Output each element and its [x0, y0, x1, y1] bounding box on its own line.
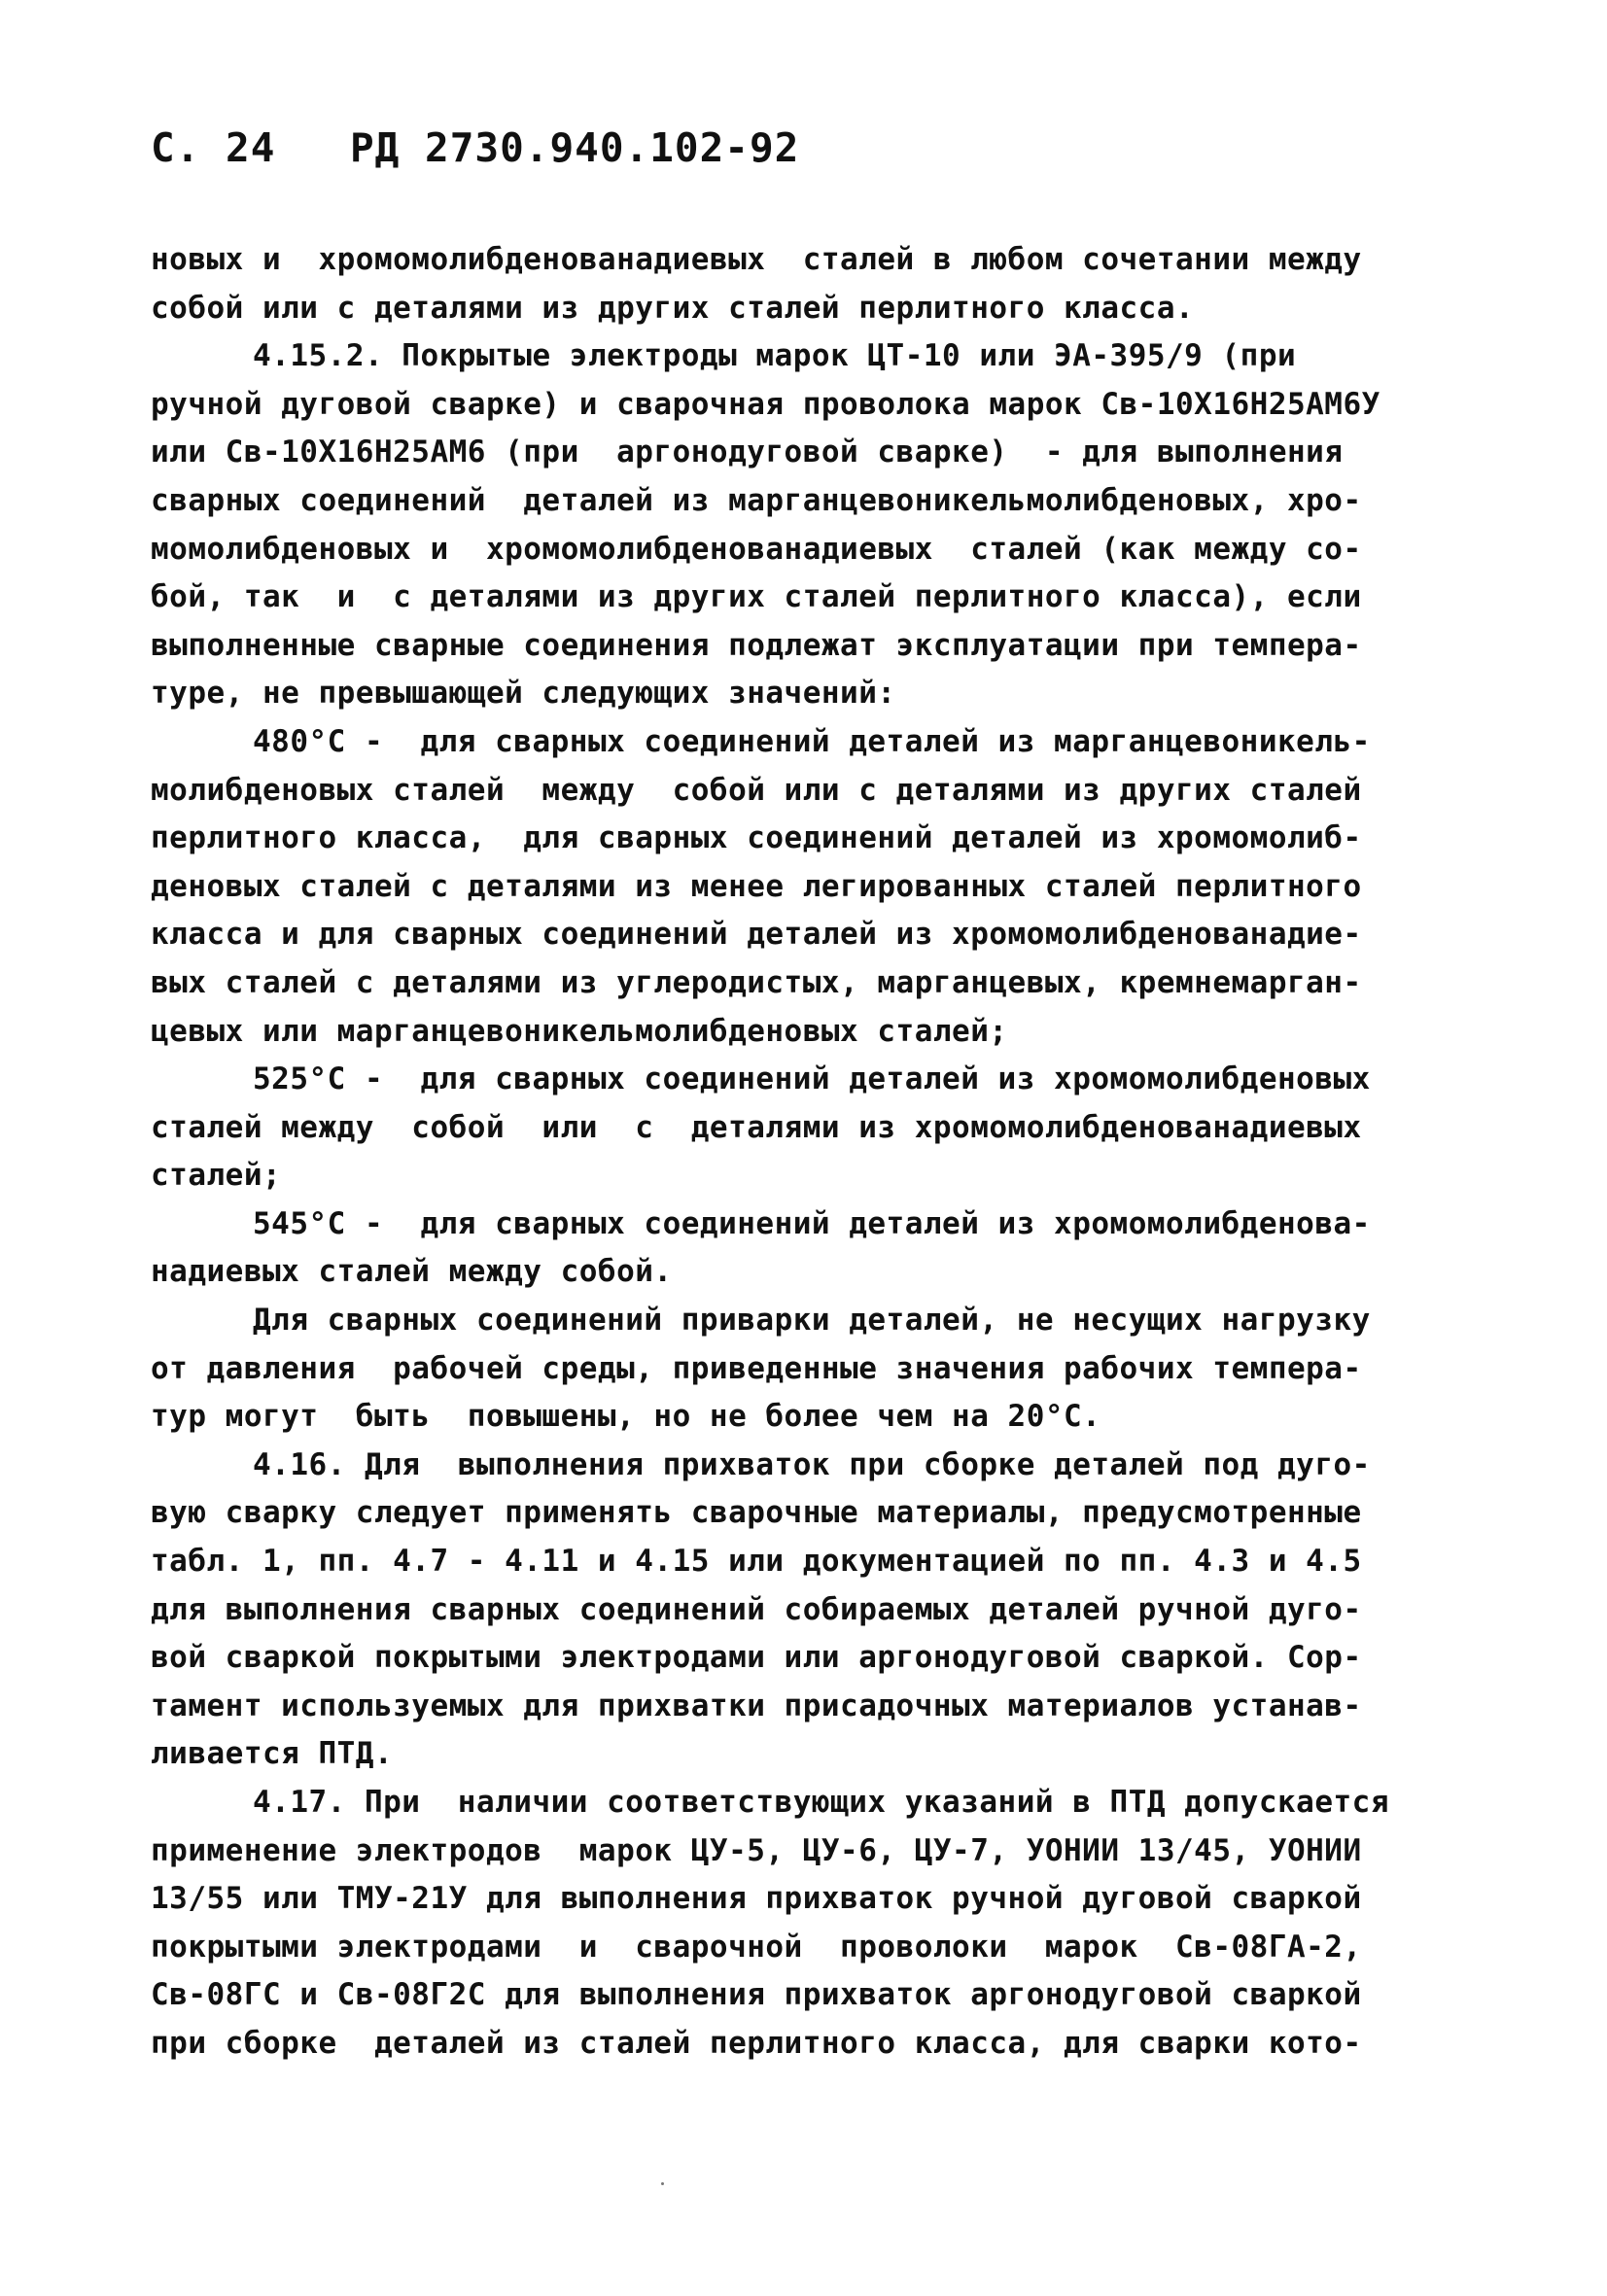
- text-line: молибденовых сталей между собой или с деталями из других сталей: [151, 772, 1362, 808]
- text-line: надиевых сталей между собой.: [151, 1254, 673, 1290]
- text-line: сталей между собой или с деталями из хромомолибденованадиевых: [151, 1109, 1362, 1145]
- text-line: 4.17. При наличии соответствующих указаний в ПТД допускается: [253, 1785, 1389, 1820]
- text-line: или Св-10Х16Н25АМ6 (при аргонодуговой сварке) - для выполнения: [151, 435, 1344, 470]
- text-line: тамент используемых для прихватки присадочных материалов устанав-: [151, 1687, 1362, 1723]
- text-line: табл. 1, пп. 4.7 - 4.11 и 4.15 или документацией по пп. 4.3 и 4.5: [151, 1544, 1362, 1580]
- text-line: выполненные сварные соединения подлежат эксплуатации при темпера-: [151, 627, 1362, 663]
- text-line: вую сварку следует применять сварочные материалы, предусмотренные: [151, 1495, 1362, 1531]
- text-line: для выполнения сварных соединений собираемых деталей ручной дуго-: [151, 1591, 1362, 1627]
- text-line: бой, так и с деталями из других сталей перлитного класса), если: [151, 579, 1362, 615]
- scan-speck: [661, 2182, 664, 2185]
- text-line: момолибденовых и хромомолибденованадиевых сталей (как между со-: [151, 531, 1362, 567]
- text-line: при сборке деталей из сталей перлитного класса, для сварки кото-: [151, 2025, 1362, 2061]
- text-line: 4.16. Для выполнения прихваток при сборке деталей под дуго-: [253, 1446, 1371, 1482]
- text-line: Для сварных соединений приварки деталей, не несущих нагрузку: [253, 1303, 1371, 1339]
- text-line: 4.15.2. Покрытые электроды марок ЦТ-10 или ЭА-395/9 (при: [253, 338, 1297, 374]
- text-line: Св-08ГС и Св-08Г2С для выполнения прихваток аргонодуговой сваркой: [151, 1977, 1362, 2013]
- text-line: 525°С - для сварных соединений деталей из хромомолибденовых: [253, 1061, 1371, 1097]
- document-code: РД 2730.940.102-92: [350, 124, 800, 171]
- text-line: тур могут быть повышены, но не более чем на 20°С.: [151, 1399, 1101, 1435]
- text-line: сталей;: [151, 1158, 282, 1194]
- text-line: применение электродов марок ЦУ-5, ЦУ-6, ЦУ-7, УОНИИ 13/45, УОНИИ: [151, 1832, 1362, 1868]
- text-line: вой сваркой покрытыми электродами или аргонодуговой сваркой. Сор-: [151, 1640, 1362, 1676]
- text-line: цевых или марганцевоникельмолибденовых сталей;: [151, 1013, 1008, 1049]
- page-header: [151, 124, 799, 171]
- text-line: новых и хромомолибденованадиевых сталей в любом сочетании между: [151, 242, 1362, 277]
- text-line: класса и для сварных соединений деталей из хромомолибденованадие-: [151, 917, 1362, 953]
- text-line: вых сталей с деталями из углеродистых, марганцевых, кремнемарган-: [151, 964, 1362, 1000]
- text-line: ручной дуговой сварке) и сварочная проволока марок Св-10Х16Н25АМ6У: [151, 386, 1380, 422]
- body-text: [151, 236, 1463, 2069]
- text-line: собой или с деталями из других сталей перлитного класса.: [151, 290, 1195, 326]
- text-line: покрытыми электродами и сварочной проволоки марок Св-08ГА-2,: [151, 1929, 1362, 1965]
- text-line: 13/55 или ТМУ-21У для выполнения прихваток ручной дуговой сваркой: [151, 1881, 1362, 1917]
- page-number: С. 24: [151, 124, 276, 171]
- text-line: от давления рабочей среды, приведенные значения рабочих темпера-: [151, 1350, 1362, 1386]
- text-line: 480°С - для сварных соединений деталей из марганцевоникель-: [253, 723, 1371, 759]
- text-line: туре, не превышающей следующих значений:: [151, 676, 896, 712]
- text-line: 545°С - для сварных соединений деталей из хромомолибденова-: [253, 1205, 1371, 1241]
- text-line: перлитного класса, для сварных соединений деталей из хромомолиб-: [151, 820, 1362, 856]
- text-line: деновых сталей с деталями из менее легированных сталей перлитного: [151, 868, 1362, 904]
- text-line: сварных соединений деталей из марганцевоникельмолибденовых, хро-: [151, 482, 1362, 518]
- text-line: ливается ПТД.: [151, 1736, 394, 1772]
